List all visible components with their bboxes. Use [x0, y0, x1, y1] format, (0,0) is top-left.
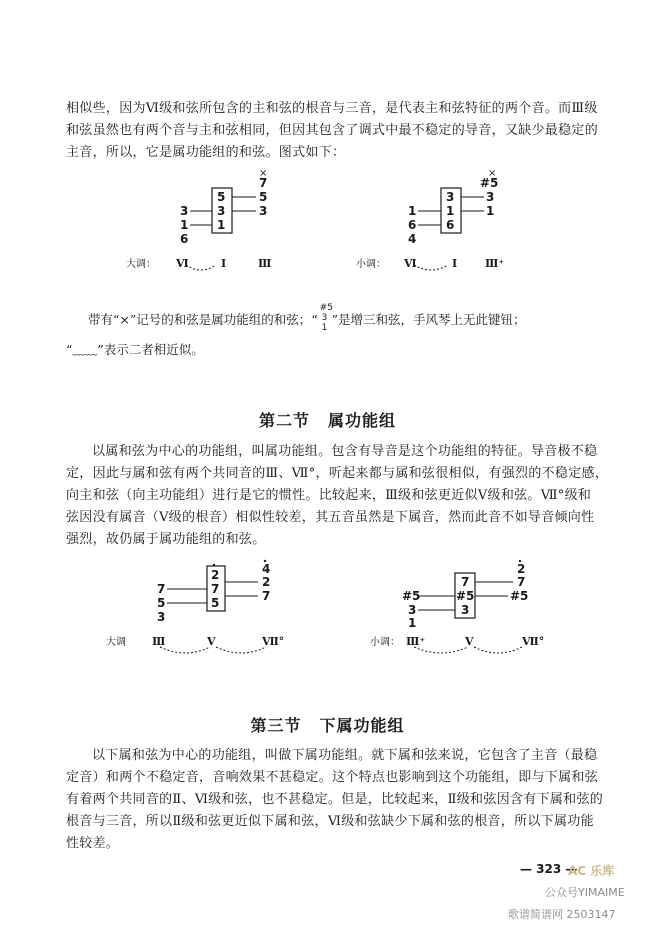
box-note: 1 — [446, 204, 455, 218]
box-note: 6 — [446, 218, 455, 232]
box-note: 3 — [217, 204, 226, 218]
right-note: 7 — [259, 176, 268, 190]
box-note: 5 — [211, 596, 220, 610]
text-line: 相似些，因为Ⅵ级和弦所包含的主和弦的根音与三音，是代表主和弦特征的两个音。而Ⅲ级 — [66, 101, 598, 116]
roman-numeral: Ⅰ — [221, 257, 227, 270]
stack-note: #5 — [319, 303, 333, 313]
text-line: 定音）和两个不稳定音，音响效果不甚稳定。这个特点也影响到这个功能组，即与下属和弦 — [66, 770, 599, 785]
box-note: 3 — [446, 190, 455, 204]
left-note: 1 — [408, 616, 417, 630]
text-line: 定，因此与属和弦有两个共同音的Ⅲ、Ⅶ°，听起来都与属和弦很相似，有强烈的不稳定感， — [66, 466, 609, 481]
box-note: 7 — [461, 575, 470, 589]
chord-diagram-tonic-group — [0, 165, 655, 280]
paragraph-intro — [66, 98, 606, 164]
text-line: 弦因没有属音（Ⅴ级的根音）相似性较差，其五音虽然是下属音，然而此音不如导音倾向性 — [66, 510, 595, 525]
right-note: 3 — [486, 190, 495, 204]
note-line-1 — [88, 303, 608, 333]
box-note: 5 — [217, 190, 226, 204]
left-note: 3 — [180, 204, 189, 218]
right-note: 3 — [259, 204, 268, 218]
watermark-wechat: 公众号YIMAIME — [545, 886, 625, 899]
note-line-2 — [66, 340, 586, 360]
text-line: 强烈，故仍属于属功能组的和弦。 — [66, 532, 266, 547]
right-note: 5 — [259, 190, 268, 204]
text-line: 有着两个共同音的Ⅱ、Ⅵ级和弦，也不甚稳定。但是，比较起来，Ⅱ级和弦因含有下属和弦的 — [66, 792, 604, 807]
major-diagram — [106, 560, 284, 653]
left-note: 4 — [408, 232, 417, 246]
section-number: 第三节 — [250, 716, 302, 735]
roman-numeral: Ⅵ — [404, 257, 417, 270]
right-note: 7 — [517, 575, 526, 589]
similarity-tie — [474, 647, 522, 653]
text-line: 向主和弦（向主功能组）进行是它的惯性。比较起来，Ⅲ级和弦更近似Ⅴ级和弦。Ⅶ°级和 — [66, 488, 592, 503]
right-note: #5 — [480, 176, 499, 190]
left-note: 5 — [157, 596, 166, 610]
left-note: 3 — [408, 603, 417, 617]
left-note: 1 — [408, 204, 417, 218]
text-line: 主音，所以，它是属功能组的和弦。图式如下： — [66, 145, 346, 160]
box-note: 1 — [217, 218, 226, 232]
box-note: #5 — [456, 589, 475, 603]
similarity-tie — [186, 265, 216, 270]
section-title: 下属功能组 — [319, 716, 405, 735]
sharp-x-mark: × — [259, 168, 268, 179]
right-note: 7 — [262, 589, 271, 603]
roman-numeral: Ⅲ — [258, 257, 272, 270]
roman-numeral: Ⅴ — [465, 635, 474, 648]
left-note: 7 — [157, 582, 166, 596]
text-line: 以下属和弦为中心的功能组，叫做下属功能组。就下属和弦来说，它包含了主音（最稳 — [92, 748, 598, 763]
key-label: 大调： — [126, 259, 156, 270]
right-note: 2 — [517, 562, 526, 576]
left-note: 3 — [157, 610, 166, 624]
similarity-tie — [216, 647, 266, 653]
sharp-x-mark: × — [488, 168, 497, 179]
roman-numeral: Ⅰ — [452, 257, 458, 270]
roman-numeral: Ⅶ° — [522, 635, 545, 648]
paragraph-dominant — [66, 441, 609, 551]
similarity-tie — [160, 647, 210, 653]
major-diagram — [126, 168, 271, 270]
roman-numeral: Ⅶ° — [262, 635, 285, 648]
page-number: — 323 — — [520, 862, 578, 876]
note-text: 带有“×”记号的和弦是属功能组的和弦；“ — [88, 312, 318, 327]
box-note: 3 — [461, 603, 470, 617]
right-note: #5 — [510, 589, 529, 603]
paragraph-subdominant — [66, 745, 606, 855]
watermark-logo: AC 乐库 — [568, 864, 615, 878]
section-heading-subdominant — [0, 713, 655, 736]
key-label: 大调 — [106, 637, 126, 648]
right-note: 1 — [486, 204, 495, 218]
section-number: 第二节 — [258, 411, 310, 430]
left-note: 6 — [408, 218, 417, 232]
key-label: 小调： — [370, 637, 400, 648]
key-label: 小调： — [356, 259, 386, 270]
text-line: 和弦虽然也有两个音与主和弦相同，但因其包含了调式中最不稳定的导音，又缺少最稳定的 — [66, 123, 599, 138]
roman-numeral: Ⅲ⁺ — [485, 257, 505, 270]
left-note: 1 — [180, 218, 189, 232]
text-line: 根音与三音，所以Ⅱ级和弦更近似下属和弦，Ⅵ级和弦缺少下属和弦的根音，所以下属功能 — [66, 814, 594, 829]
text-line: 以属和弦为中心的功能组，叫属功能组。包含有导音是这个功能组的特征。导音极不稳 — [92, 444, 598, 459]
stack-note: 3 — [321, 313, 328, 323]
stack-note: 1 — [321, 323, 328, 333]
watermark-site: 歌谱简谱网 2503147 — [508, 908, 616, 921]
left-note: #5 — [402, 589, 421, 603]
left-note: 6 — [180, 232, 189, 246]
minor-diagram — [370, 560, 544, 653]
text-line: 性较差。 — [66, 836, 120, 851]
section-heading-dominant — [0, 408, 655, 431]
section-title: 属功能组 — [328, 411, 397, 430]
roman-numeral: Ⅴ — [207, 635, 216, 648]
right-note: 4 — [262, 562, 271, 576]
note-text: ”是增三和弦，手风琴上无此键钮； — [331, 312, 526, 327]
roman-numeral: Ⅲ⁺ — [406, 635, 426, 648]
roman-numeral: Ⅲ — [152, 635, 166, 648]
roman-numeral: Ⅵ — [176, 257, 189, 270]
box-note: 2 — [211, 568, 220, 582]
note-text: “﹏﹏”表示二者相近似。 — [66, 342, 204, 357]
augmented-chord-stack — [318, 303, 333, 333]
similarity-tie — [414, 265, 448, 270]
minor-diagram — [356, 168, 504, 270]
box-note: 7 — [211, 582, 220, 596]
right-note: 2 — [262, 575, 271, 589]
chord-diagram-dominant-group — [0, 555, 655, 665]
